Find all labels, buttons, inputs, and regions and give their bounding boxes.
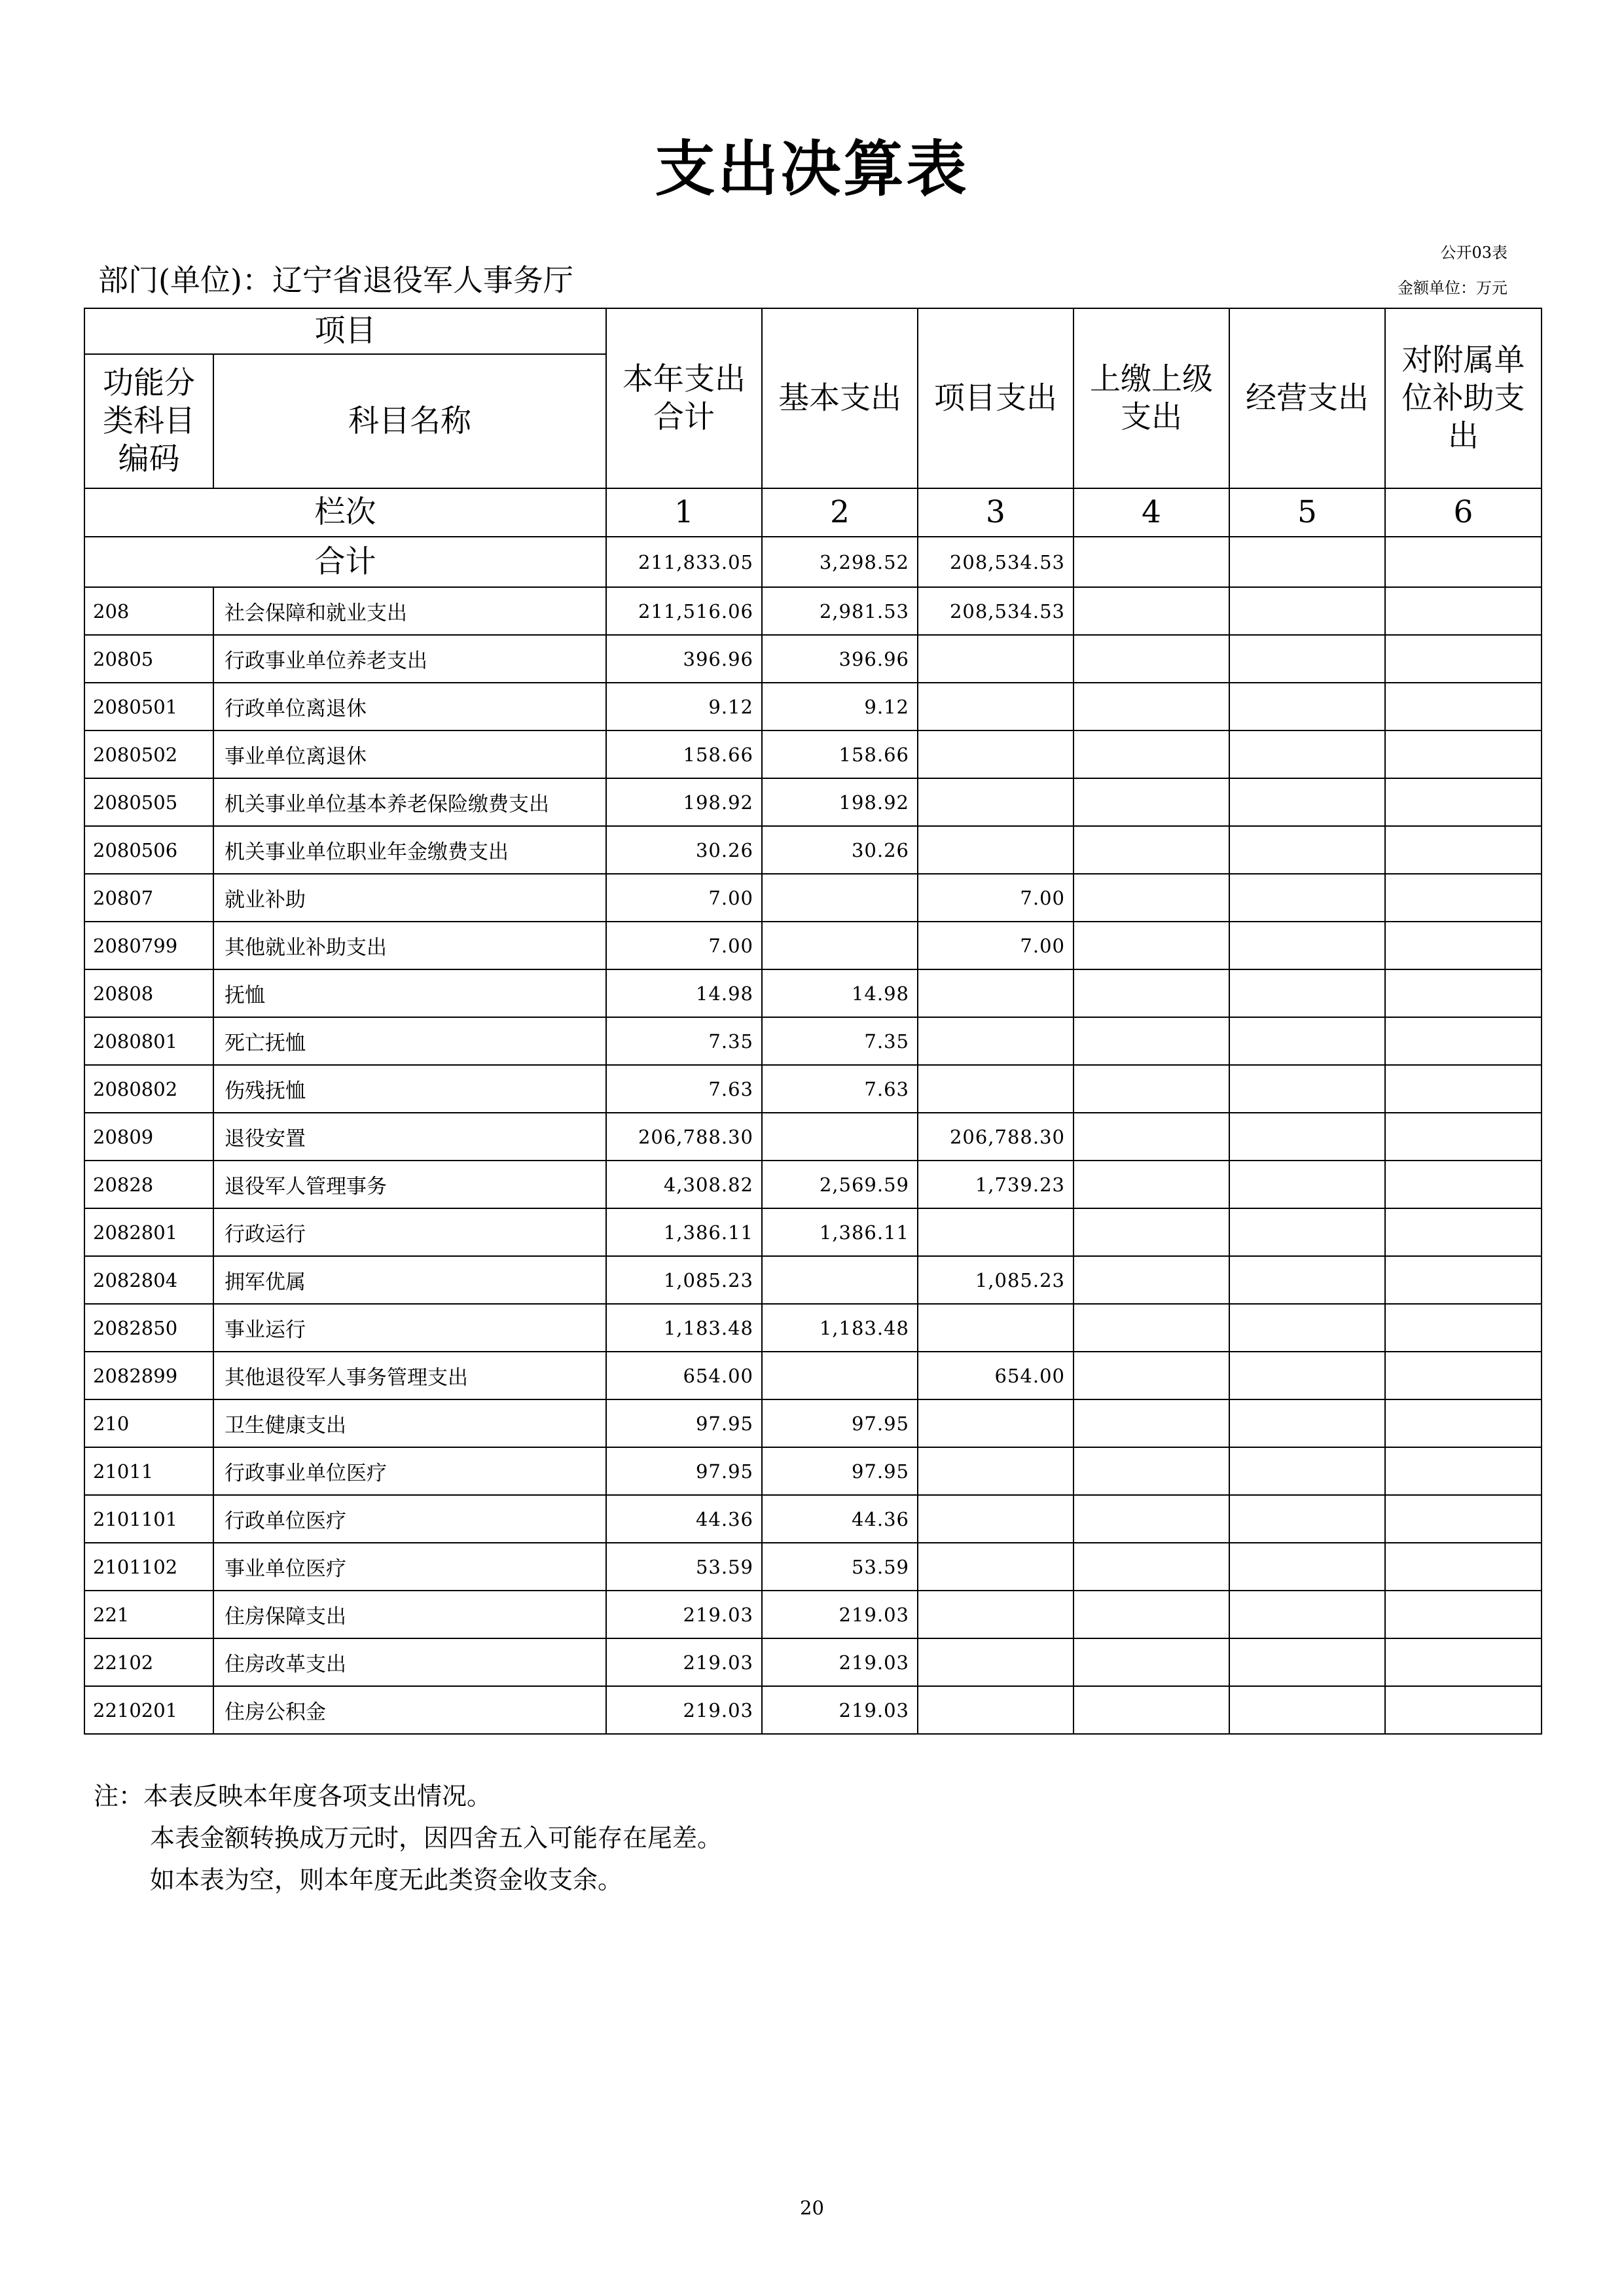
row-name: 就业补助 [213, 874, 606, 922]
table-row [84, 1113, 1542, 1161]
row-basic [762, 874, 918, 922]
page-number: 20 [800, 2197, 824, 2219]
row-project: 208,534.53 [918, 587, 1074, 635]
row-name: 其他就业补助支出 [213, 922, 606, 969]
row-subsidy [1385, 587, 1542, 635]
row-total: 396.96 [606, 635, 762, 683]
row-name: 住房改革支出 [213, 1638, 606, 1686]
header-item: 项目 [84, 308, 606, 354]
row-total: 30.26 [606, 826, 762, 874]
table-row [84, 1304, 1542, 1352]
row-total: 211,516.06 [606, 587, 762, 635]
row-basic: 30.26 [762, 826, 918, 874]
row-project [918, 1065, 1074, 1113]
header-subject-name: 科目名称 [213, 354, 606, 488]
row-subsidy [1385, 1256, 1542, 1304]
row-code: 2080501 [84, 683, 213, 730]
row-project [918, 1543, 1074, 1591]
row-upper [1074, 1065, 1229, 1113]
table-row [84, 1638, 1542, 1686]
row-basic: 2,569.59 [762, 1161, 918, 1208]
row-project [918, 778, 1074, 826]
row-upper [1074, 1256, 1229, 1304]
row-upper [1074, 635, 1229, 683]
row-upper [1074, 874, 1229, 922]
table-row [84, 1399, 1542, 1447]
row-project: 654.00 [918, 1352, 1074, 1399]
sum-label: 合计 [84, 537, 606, 587]
row-total: 1,085.23 [606, 1256, 762, 1304]
row-basic [762, 1352, 918, 1399]
row-upper [1074, 1495, 1229, 1543]
table-row [84, 730, 1542, 778]
row-project [918, 969, 1074, 1017]
row-subsidy [1385, 1208, 1542, 1256]
row-business [1229, 1447, 1385, 1495]
row-code: 2210201 [84, 1686, 213, 1734]
row-basic: 97.95 [762, 1399, 918, 1447]
table-row [84, 1256, 1542, 1304]
sum-total: 211,833.05 [606, 537, 762, 587]
row-subsidy [1385, 730, 1542, 778]
row-business [1229, 1304, 1385, 1352]
row-name: 行政事业单位养老支出 [213, 635, 606, 683]
row-basic: 53.59 [762, 1543, 918, 1591]
header-project: 项目支出 [918, 308, 1074, 488]
row-code: 2082850 [84, 1304, 213, 1352]
row-name: 退役军人管理事务 [213, 1161, 606, 1208]
row-code: 2101101 [84, 1495, 213, 1543]
row-upper [1074, 1208, 1229, 1256]
row-code: 20807 [84, 874, 213, 922]
row-code: 2082804 [84, 1256, 213, 1304]
row-upper [1074, 1543, 1229, 1591]
department-label: 部门(单位)：辽宁省退役军人事务厅 [98, 262, 573, 298]
row-subsidy [1385, 1065, 1542, 1113]
row-name: 机关事业单位基本养老保险缴费支出 [213, 778, 606, 826]
row-upper [1074, 587, 1229, 635]
row-basic [762, 922, 918, 969]
row-upper [1074, 1352, 1229, 1399]
row-business [1229, 1399, 1385, 1447]
sum-project: 208,534.53 [918, 537, 1074, 587]
sum-upper [1074, 537, 1229, 587]
row-total: 219.03 [606, 1638, 762, 1686]
row-business [1229, 778, 1385, 826]
row-business [1229, 874, 1385, 922]
header-total: 本年支出合计 [606, 308, 762, 488]
row-total: 9.12 [606, 683, 762, 730]
row-project [918, 1495, 1074, 1543]
row-code: 2080502 [84, 730, 213, 778]
row-total: 7.00 [606, 922, 762, 969]
row-project [918, 1686, 1074, 1734]
header-subsidy: 对附属单位补助支出 [1385, 308, 1542, 488]
row-basic: 219.03 [762, 1638, 918, 1686]
table-row [84, 922, 1542, 969]
row-total: 206,788.30 [606, 1113, 762, 1161]
row-subsidy [1385, 1447, 1542, 1495]
row-name: 事业运行 [213, 1304, 606, 1352]
row-total: 7.63 [606, 1065, 762, 1113]
row-business [1229, 1161, 1385, 1208]
table-row [84, 635, 1542, 683]
row-project [918, 1591, 1074, 1638]
header-func-code: 功能分类科目编码 [84, 354, 213, 488]
row-project [918, 1017, 1074, 1065]
row-total: 7.35 [606, 1017, 762, 1065]
row-subsidy [1385, 1399, 1542, 1447]
table-row [84, 1686, 1542, 1734]
row-name: 住房公积金 [213, 1686, 606, 1734]
row-code: 20828 [84, 1161, 213, 1208]
table-row [84, 1065, 1542, 1113]
row-name: 行政运行 [213, 1208, 606, 1256]
row-name: 卫生健康支出 [213, 1399, 606, 1447]
row-total: 7.00 [606, 874, 762, 922]
row-basic: 198.92 [762, 778, 918, 826]
row-subsidy [1385, 1017, 1542, 1065]
row-business [1229, 826, 1385, 874]
sum-business [1229, 537, 1385, 587]
note-line: 本表金额转换成万元时，因四舍五入可能存在尾差。 [150, 1824, 723, 1852]
header-business: 经营支出 [1229, 308, 1385, 488]
row-basic: 396.96 [762, 635, 918, 683]
table-row [84, 1208, 1542, 1256]
row-basic: 7.35 [762, 1017, 918, 1065]
note-line: 如本表为空，则本年度无此类资金收支余。 [150, 1865, 623, 1894]
row-project [918, 1638, 1074, 1686]
form-code: 公开03表 [1440, 243, 1507, 262]
notes [94, 1775, 722, 1901]
row-subsidy [1385, 1352, 1542, 1399]
header-upper: 上缴上级支出 [1074, 308, 1229, 488]
row-code: 2080801 [84, 1017, 213, 1065]
row-project [918, 683, 1074, 730]
sum-row [84, 537, 1542, 587]
row-code: 22102 [84, 1638, 213, 1686]
row-project: 7.00 [918, 922, 1074, 969]
table-row [84, 683, 1542, 730]
row-index: 2 [762, 488, 918, 537]
row-project: 7.00 [918, 874, 1074, 922]
row-index: 4 [1074, 488, 1229, 537]
row-subsidy [1385, 1304, 1542, 1352]
row-name: 伤残抚恤 [213, 1065, 606, 1113]
row-total: 1,183.48 [606, 1304, 762, 1352]
row-total: 1,386.11 [606, 1208, 762, 1256]
row-total: 97.95 [606, 1399, 762, 1447]
row-business [1229, 1591, 1385, 1638]
row-business [1229, 1256, 1385, 1304]
row-upper [1074, 1017, 1229, 1065]
row-name: 事业单位医疗 [213, 1543, 606, 1591]
row-business [1229, 969, 1385, 1017]
row-subsidy [1385, 874, 1542, 922]
note-line: 注：本表反映本年度各项支出情况。 [94, 1782, 492, 1811]
row-name: 行政单位医疗 [213, 1495, 606, 1543]
row-name: 行政单位离退休 [213, 683, 606, 730]
row-basic: 44.36 [762, 1495, 918, 1543]
row-code: 2082801 [84, 1208, 213, 1256]
row-code: 221 [84, 1591, 213, 1638]
row-name: 死亡抚恤 [213, 1017, 606, 1065]
row-name: 拥军优属 [213, 1256, 606, 1304]
row-total: 654.00 [606, 1352, 762, 1399]
table-row [84, 826, 1542, 874]
row-subsidy [1385, 1686, 1542, 1734]
row-subsidy [1385, 1543, 1542, 1591]
row-name: 抚恤 [213, 969, 606, 1017]
row-total: 198.92 [606, 778, 762, 826]
row-business [1229, 1543, 1385, 1591]
row-name: 机关事业单位职业年金缴费支出 [213, 826, 606, 874]
header-basic: 基本支出 [762, 308, 918, 488]
row-business [1229, 1017, 1385, 1065]
row-business [1229, 730, 1385, 778]
row-project [918, 730, 1074, 778]
row-index: 3 [918, 488, 1074, 537]
table-row [84, 969, 1542, 1017]
row-business [1229, 922, 1385, 969]
row-project [918, 1304, 1074, 1352]
row-business [1229, 1113, 1385, 1161]
row-project: 206,788.30 [918, 1113, 1074, 1161]
row-name: 行政事业单位医疗 [213, 1447, 606, 1495]
row-upper [1074, 1638, 1229, 1686]
row-business [1229, 635, 1385, 683]
row-code: 208 [84, 587, 213, 635]
row-name: 事业单位离退休 [213, 730, 606, 778]
table-row [84, 1352, 1542, 1399]
row-code: 2080799 [84, 922, 213, 969]
row-upper [1074, 922, 1229, 969]
row-business [1229, 1638, 1385, 1686]
row-name: 住房保障支出 [213, 1591, 606, 1638]
row-name: 其他退役军人事务管理支出 [213, 1352, 606, 1399]
row-code: 2080506 [84, 826, 213, 874]
row-business [1229, 683, 1385, 730]
row-name: 退役安置 [213, 1113, 606, 1161]
row-total: 219.03 [606, 1686, 762, 1734]
row-subsidy [1385, 683, 1542, 730]
row-code: 2080505 [84, 778, 213, 826]
row-code: 2082899 [84, 1352, 213, 1399]
row-upper [1074, 1113, 1229, 1161]
sum-subsidy [1385, 537, 1542, 587]
page-title: 支出决算表 [655, 134, 969, 204]
row-total: 44.36 [606, 1495, 762, 1543]
row-subsidy [1385, 1161, 1542, 1208]
row-index: 1 [606, 488, 762, 537]
row-name: 社会保障和就业支出 [213, 587, 606, 635]
row-project [918, 1447, 1074, 1495]
row-business [1229, 1352, 1385, 1399]
row-project [918, 826, 1074, 874]
row-index: 6 [1385, 488, 1542, 537]
row-code: 20809 [84, 1113, 213, 1161]
row-basic: 14.98 [762, 969, 918, 1017]
table-row [84, 587, 1542, 635]
row-upper [1074, 1399, 1229, 1447]
table-row [84, 1447, 1542, 1495]
row-total: 14.98 [606, 969, 762, 1017]
row-subsidy [1385, 1638, 1542, 1686]
row-index-label: 栏次 [84, 488, 606, 537]
row-upper [1074, 778, 1229, 826]
row-code: 21011 [84, 1447, 213, 1495]
row-subsidy [1385, 922, 1542, 969]
table-row [84, 1591, 1542, 1638]
row-total: 219.03 [606, 1591, 762, 1638]
row-upper [1074, 1161, 1229, 1208]
row-upper [1074, 1591, 1229, 1638]
row-project: 1,085.23 [918, 1256, 1074, 1304]
row-business [1229, 1065, 1385, 1113]
row-subsidy [1385, 826, 1542, 874]
row-basic: 219.03 [762, 1686, 918, 1734]
table-row [84, 1017, 1542, 1065]
row-index: 5 [1229, 488, 1385, 537]
row-project [918, 1208, 1074, 1256]
row-total: 53.59 [606, 1543, 762, 1591]
row-basic [762, 1256, 918, 1304]
row-subsidy [1385, 969, 1542, 1017]
table-row [84, 1495, 1542, 1543]
row-project: 1,739.23 [918, 1161, 1074, 1208]
row-basic: 7.63 [762, 1065, 918, 1113]
row-subsidy [1385, 1591, 1542, 1638]
row-subsidy [1385, 1495, 1542, 1543]
row-business [1229, 587, 1385, 635]
row-basic: 158.66 [762, 730, 918, 778]
row-upper [1074, 683, 1229, 730]
row-project [918, 1399, 1074, 1447]
row-basic: 1,386.11 [762, 1208, 918, 1256]
row-business [1229, 1208, 1385, 1256]
row-code: 2101102 [84, 1543, 213, 1591]
table-row [84, 1543, 1542, 1591]
row-total: 4,308.82 [606, 1161, 762, 1208]
row-upper [1074, 1447, 1229, 1495]
expenditure-table [84, 308, 1542, 1735]
row-upper [1074, 730, 1229, 778]
row-business [1229, 1495, 1385, 1543]
row-project [918, 635, 1074, 683]
row-total: 158.66 [606, 730, 762, 778]
row-basic: 9.12 [762, 683, 918, 730]
row-code: 2080802 [84, 1065, 213, 1113]
row-upper [1074, 826, 1229, 874]
row-basic [762, 1113, 918, 1161]
row-basic: 2,981.53 [762, 587, 918, 635]
row-upper [1074, 969, 1229, 1017]
row-code: 20808 [84, 969, 213, 1017]
row-basic: 1,183.48 [762, 1304, 918, 1352]
row-subsidy [1385, 635, 1542, 683]
row-upper [1074, 1686, 1229, 1734]
row-basic: 219.03 [762, 1591, 918, 1638]
row-subsidy [1385, 1113, 1542, 1161]
table-row [84, 874, 1542, 922]
row-basic: 97.95 [762, 1447, 918, 1495]
table-row [84, 778, 1542, 826]
row-business [1229, 1686, 1385, 1734]
amount-unit: 金额单位：万元 [1398, 279, 1507, 297]
sum-basic: 3,298.52 [762, 537, 918, 587]
row-code: 210 [84, 1399, 213, 1447]
row-upper [1074, 1304, 1229, 1352]
row-subsidy [1385, 778, 1542, 826]
table-row [84, 1161, 1542, 1208]
row-code: 20805 [84, 635, 213, 683]
row-total: 97.95 [606, 1447, 762, 1495]
